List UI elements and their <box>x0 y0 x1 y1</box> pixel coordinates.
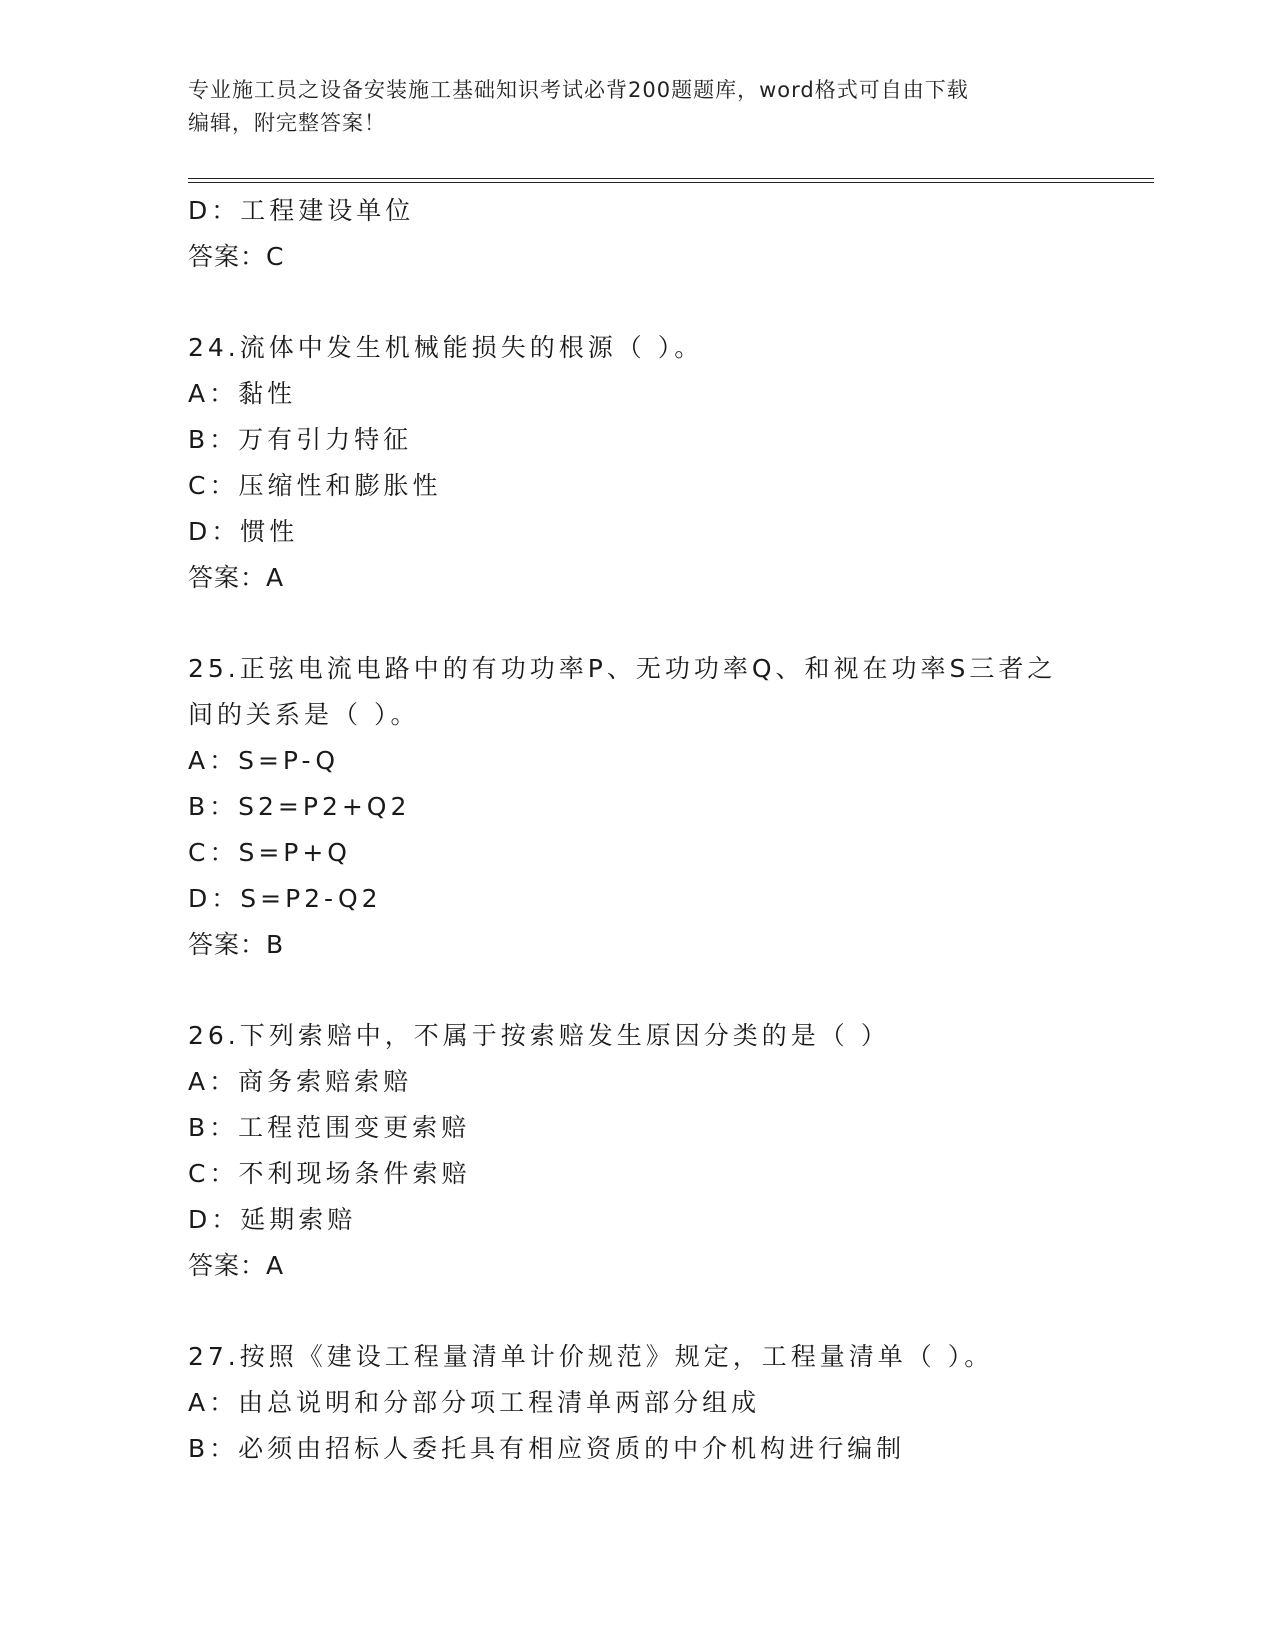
question-text-line-2: 间的关系是（ ）。 <box>188 700 420 729</box>
option-d: D：延期索赔 <box>188 1205 357 1234</box>
document-header <box>188 74 1088 140</box>
option-c: C：S=P+Q <box>188 838 351 867</box>
option-a: A：S=P-Q <box>188 746 340 775</box>
option-b: B：万有引力特征 <box>188 425 413 454</box>
option-a: A：黏性 <box>188 379 297 408</box>
option-c: C：不利现场条件索赔 <box>188 1159 471 1188</box>
spacer <box>188 968 1088 1013</box>
option-d: D：工程建设单位 <box>188 196 415 225</box>
question-text: 26.下列索赔中，不属于按索赔发生原因分类的是（ ） <box>188 1021 890 1050</box>
option-a: A：商务索赔索赔 <box>188 1067 413 1096</box>
answer: 答案：C <box>188 242 285 271</box>
header-title-line-1: 专业施工员之设备安装施工基础知识考试必背200题题库，word格式可自由下载 <box>188 78 969 102</box>
option-d: D：惯性 <box>188 517 299 546</box>
option-b: B：必须由招标人委托具有相应资质的中介机构进行编制 <box>188 1434 906 1463</box>
question-27 <box>188 1334 1088 1472</box>
question-26 <box>188 1013 1088 1289</box>
option-a: A：由总说明和分部分项工程清单两部分组成 <box>188 1388 761 1417</box>
spacer <box>188 280 1088 325</box>
question-list <box>188 188 1088 1472</box>
question-24 <box>188 325 1088 601</box>
answer: 答案：A <box>188 563 285 592</box>
answer: 答案：A <box>188 1251 285 1280</box>
spacer <box>188 601 1088 646</box>
option-c: C：压缩性和膨胀性 <box>188 471 442 500</box>
spacer <box>188 1289 1088 1334</box>
header-double-rule <box>188 178 1154 183</box>
question-23 <box>188 188 1088 280</box>
option-d: D：S=P2-Q2 <box>188 884 382 913</box>
question-text: 27.按照《建设工程量清单计价规范》规定，工程量清单（ ）。 <box>188 1342 994 1371</box>
option-b: B：工程范围变更索赔 <box>188 1113 471 1142</box>
header-title-line-2: 编辑，附完整答案！ <box>188 111 386 135</box>
question-text: 24.流体中发生机械能损失的根源（ ）。 <box>188 333 704 362</box>
option-b: B：S2=P2+Q2 <box>188 792 411 821</box>
question-25 <box>188 646 1088 968</box>
answer: 答案：B <box>188 930 285 959</box>
question-text-line-1: 25.正弦电流电路中的有功功率P、无功功率Q、和视在功率S三者之 <box>188 654 1057 683</box>
